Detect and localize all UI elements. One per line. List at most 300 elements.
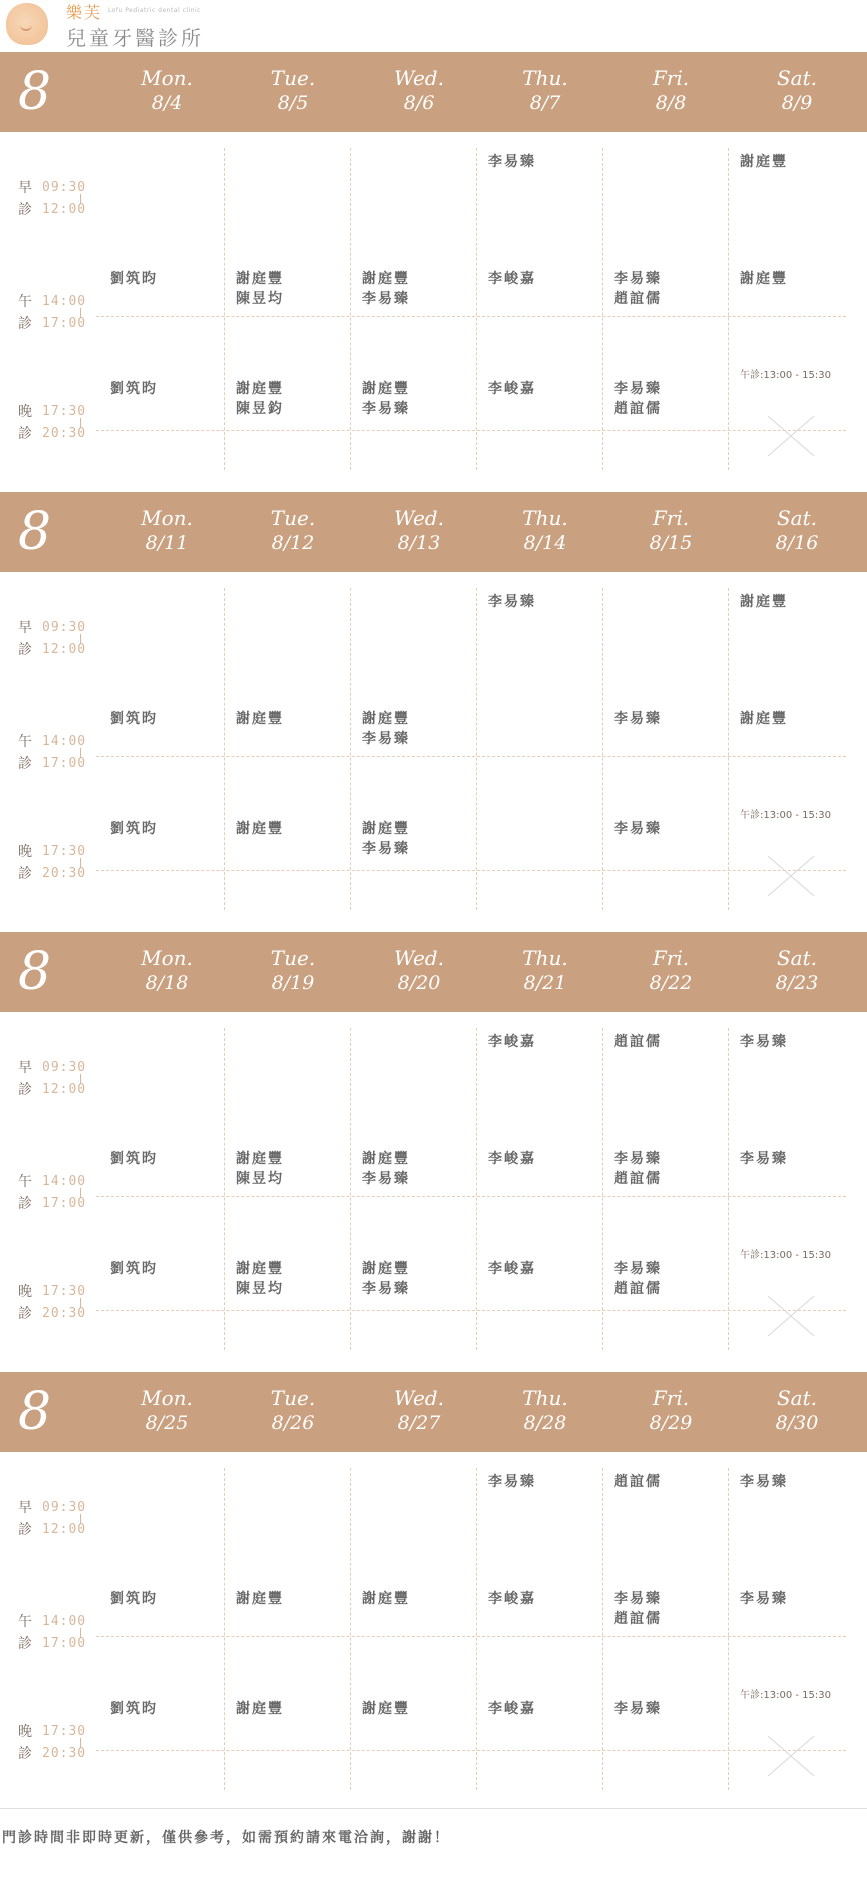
day-header (104, 66, 230, 116)
time-separator (80, 634, 81, 644)
doctor-name: 陳昱均 (236, 1171, 284, 1187)
doctor-name: 謝庭豐 (236, 1591, 284, 1607)
schedule-cell (362, 1149, 482, 1189)
schedule-grid (0, 1468, 867, 1798)
day-name: Mon. (141, 506, 193, 530)
time-separator (80, 858, 81, 868)
clinic-header (0, 0, 867, 52)
schedule-cell (488, 592, 608, 612)
row-divider (96, 870, 846, 871)
day-date: 8/5 (277, 92, 309, 114)
session-label (18, 1282, 98, 1326)
column-divider (476, 588, 477, 910)
doctor-name: 李易臻 (740, 1034, 788, 1050)
session-label (18, 1058, 98, 1102)
column-divider (476, 148, 477, 470)
day-date: 8/14 (523, 532, 567, 554)
session-label (18, 178, 98, 222)
session-char: 午 (18, 1174, 32, 1190)
doctor-name: 趙誼儒 (614, 291, 662, 307)
day-header (230, 946, 356, 996)
session-char: 晚 (18, 404, 32, 420)
week-header-band (0, 492, 867, 572)
session-start-time: 14:00 (42, 734, 87, 749)
day-date: 8/29 (649, 1412, 693, 1434)
schedule-cell (362, 709, 482, 749)
doctor-name: 劉筑昀 (110, 711, 158, 727)
day-name: Thu. (522, 1386, 568, 1410)
schedule-cell (362, 1699, 482, 1719)
schedule-cell (614, 269, 734, 309)
schedule-cell (236, 269, 356, 309)
doctor-name: 劉筑昀 (110, 381, 158, 397)
week-header-band (0, 52, 867, 132)
schedule-cell (236, 709, 356, 729)
day-date: 8/4 (151, 92, 183, 114)
closed-x-icon (766, 414, 816, 458)
session-start-time: 17:30 (42, 1724, 87, 1739)
closed-x-icon (766, 1734, 816, 1778)
day-date: 8/27 (397, 1412, 441, 1434)
session-end-time: 17:00 (42, 1636, 87, 1651)
day-date: 8/20 (397, 972, 441, 994)
column-divider (224, 1468, 225, 1790)
day-date: 8/22 (649, 972, 693, 994)
time-separator (80, 418, 81, 428)
day-header (482, 946, 608, 996)
session-char: 診 (18, 756, 32, 772)
session-start-time: 09:30 (42, 1060, 87, 1075)
session-end-time: 20:30 (42, 426, 87, 441)
week-block (0, 52, 867, 492)
column-divider (728, 148, 729, 470)
week-header-band (0, 1372, 867, 1452)
schedule-cell (110, 1589, 230, 1609)
time-separator (80, 1738, 81, 1748)
schedule-cell (614, 709, 734, 729)
day-name: Sat. (776, 946, 818, 970)
doctor-name: 謝庭豐 (236, 1261, 284, 1277)
column-divider (350, 148, 351, 470)
day-header (734, 946, 860, 996)
time-separator (80, 1298, 81, 1308)
doctor-name: 謝庭豐 (362, 381, 410, 397)
column-divider (350, 588, 351, 910)
day-name: Fri. (652, 66, 690, 90)
schedule-cell (362, 819, 482, 859)
day-date: 8/16 (775, 532, 819, 554)
column-divider (224, 148, 225, 470)
month-number: 8 (18, 62, 52, 122)
day-name: Mon. (141, 66, 193, 90)
doctor-name: 李峻嘉 (488, 1034, 536, 1050)
row-divider (96, 1310, 846, 1311)
day-header (482, 66, 608, 116)
time-separator (80, 194, 81, 204)
session-char: 診 (18, 316, 32, 332)
session-char: 晚 (18, 844, 32, 860)
column-divider (602, 588, 603, 910)
time-separator (80, 1514, 81, 1524)
schedule-cell (614, 1149, 734, 1189)
session-end-time: 12:00 (42, 202, 87, 217)
schedule-cell (488, 1259, 608, 1279)
day-header (482, 506, 608, 556)
schedule-cell (488, 1032, 608, 1052)
day-date: 8/28 (523, 1412, 567, 1434)
schedule-cell (740, 1149, 860, 1169)
day-header (104, 946, 230, 996)
schedule-cell (110, 819, 230, 839)
saturday-hours-note: 午診:13:00 - 15:30 (740, 1250, 831, 1261)
column-divider (224, 588, 225, 910)
day-name: Tue. (270, 506, 316, 530)
doctor-name: 李易臻 (488, 154, 536, 170)
session-end-time: 20:30 (42, 1306, 87, 1321)
time-separator (80, 1628, 81, 1638)
month-number: 8 (18, 942, 52, 1002)
day-header (734, 1386, 860, 1436)
session-start-time: 17:30 (42, 844, 87, 859)
session-end-time: 17:00 (42, 756, 87, 771)
day-header (482, 1386, 608, 1436)
schedule-cell (110, 269, 230, 289)
session-start-time: 09:30 (42, 180, 87, 195)
column-divider (476, 1028, 477, 1350)
month-number: 8 (18, 1382, 52, 1442)
session-end-time: 20:30 (42, 866, 87, 881)
doctor-name: 謝庭豐 (236, 381, 284, 397)
doctor-name: 李峻嘉 (488, 271, 536, 287)
schedule-cell (236, 1589, 356, 1609)
day-header (608, 946, 734, 996)
column-divider (602, 1028, 603, 1350)
schedule-cell (614, 819, 734, 839)
session-char: 午 (18, 1614, 32, 1630)
doctor-name: 謝庭豐 (740, 594, 788, 610)
day-name: Wed. (394, 506, 444, 530)
day-date: 8/15 (649, 532, 693, 554)
schedule-cell (614, 1472, 734, 1492)
session-start-time: 09:30 (42, 620, 87, 635)
schedule-cell (740, 152, 860, 172)
column-divider (350, 1468, 351, 1790)
schedule-cell (488, 1589, 608, 1609)
week-header-band (0, 932, 867, 1012)
time-separator (80, 1188, 81, 1198)
schedule-cell (110, 379, 230, 399)
doctor-name: 趙誼儒 (614, 1611, 662, 1627)
session-char: 診 (18, 866, 32, 882)
doctor-name: 李易臻 (362, 1171, 410, 1187)
week-block (0, 932, 867, 1372)
schedule-cell (614, 1259, 734, 1299)
day-date: 8/8 (655, 92, 687, 114)
doctor-name: 謝庭豐 (362, 1151, 410, 1167)
doctor-name: 李易臻 (614, 271, 662, 287)
column-divider (728, 588, 729, 910)
schedule-cell (236, 1259, 356, 1299)
doctor-name: 李峻嘉 (488, 381, 536, 397)
schedule-cell (488, 1149, 608, 1169)
day-header (608, 1386, 734, 1436)
doctor-name: 劉筑昀 (110, 1701, 158, 1717)
time-separator (80, 1074, 81, 1084)
session-char: 診 (18, 426, 32, 442)
column-divider (728, 1468, 729, 1790)
schedule-cell (614, 1032, 734, 1052)
session-end-time: 20:30 (42, 1746, 87, 1761)
session-char: 午 (18, 294, 32, 310)
day-name: Thu. (522, 946, 568, 970)
row-divider (96, 756, 846, 757)
schedule-cell (362, 269, 482, 309)
day-date: 8/18 (145, 972, 189, 994)
doctor-name: 李易臻 (362, 731, 410, 747)
schedule-cell (236, 1149, 356, 1189)
session-char: 午 (18, 734, 32, 750)
doctor-name: 李易臻 (362, 291, 410, 307)
doctor-name: 李易臻 (614, 821, 662, 837)
day-date: 8/30 (775, 1412, 819, 1434)
time-separator (80, 748, 81, 758)
session-char: 晚 (18, 1724, 32, 1740)
doctor-name: 陳昱均 (236, 291, 284, 307)
day-name: Sat. (776, 1386, 818, 1410)
session-end-time: 17:00 (42, 1196, 87, 1211)
doctor-name: 謝庭豐 (362, 1591, 410, 1607)
session-label (18, 618, 98, 662)
day-name: Tue. (270, 1386, 316, 1410)
doctor-name: 謝庭豐 (362, 271, 410, 287)
day-name: Thu. (522, 506, 568, 530)
day-name: Wed. (394, 66, 444, 90)
schedule-grid (0, 588, 867, 918)
doctor-name: 李峻嘉 (488, 1701, 536, 1717)
schedule-cell (740, 1472, 860, 1492)
doctor-name: 李易臻 (614, 1591, 662, 1607)
session-label (18, 1612, 98, 1656)
footer (0, 1808, 867, 1848)
doctor-name: 趙誼儒 (614, 1171, 662, 1187)
session-char: 診 (18, 1306, 32, 1322)
week-block (0, 1372, 867, 1812)
day-header (230, 506, 356, 556)
schedule-cell (362, 379, 482, 419)
day-date: 8/12 (271, 532, 315, 554)
week-block (0, 492, 867, 932)
session-label (18, 1498, 98, 1542)
doctor-name: 趙誼儒 (614, 401, 662, 417)
day-date: 8/6 (403, 92, 435, 114)
schedule-cell (362, 1589, 482, 1609)
day-date: 8/26 (271, 1412, 315, 1434)
session-char: 診 (18, 1196, 32, 1212)
brand-english: Lofu Pediatric dental clinic (108, 7, 201, 14)
doctor-name: 李易臻 (488, 594, 536, 610)
day-date: 8/13 (397, 532, 441, 554)
schedule-cell (110, 1259, 230, 1279)
doctor-name: 謝庭豐 (236, 271, 284, 287)
session-start-time: 14:00 (42, 1614, 87, 1629)
closed-x-icon (766, 1294, 816, 1338)
session-char: 早 (18, 180, 32, 196)
doctor-name: 李易臻 (362, 841, 410, 857)
schedule-cell (488, 152, 608, 172)
schedule-cell (614, 1589, 734, 1629)
doctor-name: 李易臻 (614, 1151, 662, 1167)
doctor-name: 劉筑昀 (110, 1261, 158, 1277)
day-name: Tue. (270, 946, 316, 970)
brand-name: 樂芙 (66, 3, 103, 22)
doctor-name: 李易臻 (614, 1701, 662, 1717)
session-start-time: 09:30 (42, 1500, 87, 1515)
day-header (230, 66, 356, 116)
schedule-cell (488, 1472, 608, 1492)
closed-x-icon (766, 854, 816, 898)
schedule-cell (236, 819, 356, 839)
day-date: 8/19 (271, 972, 315, 994)
saturday-hours-note: 午診:13:00 - 15:30 (740, 370, 831, 381)
day-header (104, 1386, 230, 1436)
doctor-name: 趙誼儒 (614, 1281, 662, 1297)
session-end-time: 12:00 (42, 1522, 87, 1537)
day-name: Sat. (776, 506, 818, 530)
row-divider (96, 1750, 846, 1751)
day-name: Wed. (394, 1386, 444, 1410)
time-separator (80, 308, 81, 318)
footer-notice: 門診時間非即時更新，僅供參考，如需預約請來電洽詢，謝謝！ (2, 1830, 450, 1846)
day-date: 8/23 (775, 972, 819, 994)
saturday-hours-note: 午診:13:00 - 15:30 (740, 810, 831, 821)
doctor-name: 陳昱鈞 (236, 401, 284, 417)
day-date: 8/11 (145, 532, 189, 554)
schedule-cell (614, 379, 734, 419)
day-name: Sat. (776, 66, 818, 90)
session-start-time: 17:30 (42, 1284, 87, 1299)
row-divider (96, 1196, 846, 1197)
doctor-name: 李峻嘉 (488, 1591, 536, 1607)
column-divider (728, 1028, 729, 1350)
day-header (356, 506, 482, 556)
session-char: 診 (18, 642, 32, 658)
doctor-name: 李易臻 (740, 1474, 788, 1490)
session-label (18, 402, 98, 446)
doctor-name: 李易臻 (614, 711, 662, 727)
session-char: 晚 (18, 1284, 32, 1300)
schedule-grid (0, 1028, 867, 1358)
schedule-cell (236, 1699, 356, 1719)
doctor-name: 謝庭豐 (740, 271, 788, 287)
schedule-cell (740, 269, 860, 289)
schedule-cell (488, 269, 608, 289)
day-header (734, 66, 860, 116)
schedule-cell (740, 592, 860, 612)
doctor-name: 謝庭豐 (236, 821, 284, 837)
session-start-time: 17:30 (42, 404, 87, 419)
doctor-name: 劉筑昀 (110, 1151, 158, 1167)
doctor-name: 謝庭豐 (362, 711, 410, 727)
session-char: 診 (18, 202, 32, 218)
doctor-name: 謝庭豐 (236, 1151, 284, 1167)
row-divider (96, 1636, 846, 1637)
row-divider (96, 430, 846, 431)
day-date: 8/25 (145, 1412, 189, 1434)
doctor-name: 謝庭豐 (236, 711, 284, 727)
saturday-hours-note: 午診:13:00 - 15:30 (740, 1690, 831, 1701)
session-char: 診 (18, 1522, 32, 1538)
doctor-name: 謝庭豐 (740, 711, 788, 727)
day-name: Fri. (652, 506, 690, 530)
day-name: Tue. (270, 66, 316, 90)
session-start-time: 14:00 (42, 1174, 87, 1189)
day-date: 8/7 (529, 92, 561, 114)
session-label (18, 292, 98, 336)
day-header (608, 506, 734, 556)
tooth-logo-icon (6, 3, 48, 45)
day-date: 8/9 (781, 92, 813, 114)
doctor-name: 李易臻 (614, 381, 662, 397)
day-header (608, 66, 734, 116)
doctor-name: 李峻嘉 (488, 1261, 536, 1277)
session-label (18, 732, 98, 776)
day-name: Fri. (652, 1386, 690, 1410)
day-name: Mon. (141, 946, 193, 970)
doctor-name: 謝庭豐 (362, 821, 410, 837)
month-number: 8 (18, 502, 52, 562)
doctor-name: 李峻嘉 (488, 1151, 536, 1167)
doctor-name: 趙誼儒 (614, 1474, 662, 1490)
day-header (356, 66, 482, 116)
column-divider (476, 1468, 477, 1790)
schedule-cell (110, 1699, 230, 1719)
session-label (18, 1172, 98, 1216)
doctor-name: 李易臻 (614, 1261, 662, 1277)
schedule-cell (362, 1259, 482, 1299)
schedule-cell (740, 709, 860, 729)
doctor-name: 李易臻 (488, 1474, 536, 1490)
doctor-name: 劉筑昀 (110, 1591, 158, 1607)
session-label (18, 1722, 98, 1766)
day-name: Thu. (522, 66, 568, 90)
doctor-name: 謝庭豐 (362, 1701, 410, 1717)
doctor-name: 李易臻 (362, 401, 410, 417)
doctor-name: 劉筑昀 (110, 821, 158, 837)
doctor-name: 劉筑昀 (110, 271, 158, 287)
column-divider (224, 1028, 225, 1350)
schedule-cell (110, 709, 230, 729)
day-name: Mon. (141, 1386, 193, 1410)
session-char: 早 (18, 620, 32, 636)
doctor-name: 陳昱均 (236, 1281, 284, 1297)
schedule-cell (236, 379, 356, 419)
day-header (356, 1386, 482, 1436)
schedule-cell (488, 379, 608, 399)
day-name: Wed. (394, 946, 444, 970)
session-label (18, 842, 98, 886)
day-header (104, 506, 230, 556)
session-char: 早 (18, 1500, 32, 1516)
clinic-name: 兒童牙醫診所 (66, 26, 204, 50)
day-header (356, 946, 482, 996)
schedule-cell (740, 1589, 860, 1609)
session-end-time: 12:00 (42, 642, 87, 657)
doctor-name: 趙誼儒 (614, 1034, 662, 1050)
session-char: 早 (18, 1060, 32, 1076)
doctor-name: 李易臻 (740, 1151, 788, 1167)
day-header (230, 1386, 356, 1436)
day-name: Fri. (652, 946, 690, 970)
